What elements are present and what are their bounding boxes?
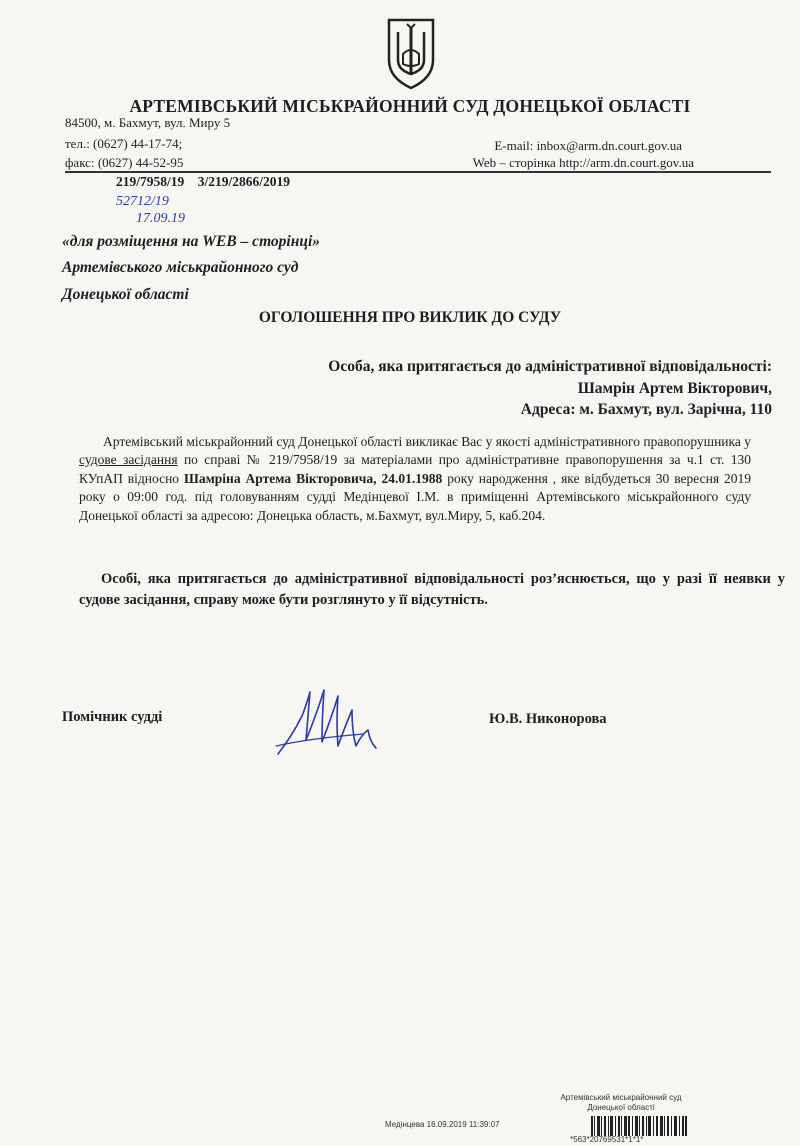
person-name: Шамрін Артем Вікторович,	[577, 380, 772, 397]
handwritten-note-date: 17.09.19	[136, 211, 185, 226]
person-label: Особа, яка притягається до адміністративної відповідальності:	[328, 358, 772, 375]
barcode-icon	[591, 1116, 687, 1136]
underlined-court-session: судове засідання	[79, 452, 178, 468]
signatory-name: Ю.В. Никонорова	[489, 711, 607, 727]
handwritten-registration-note	[112, 192, 232, 226]
notice-title: ОГОЛОШЕННЯ ПРО ВИКЛИК ДО СУДУ	[258, 309, 562, 326]
handwritten-note-number: 52712/19	[116, 194, 169, 209]
court-stamp	[557, 1093, 685, 1113]
absence-warning-paragraph: Особі, яка притягається до адміністративної відповідальності роз’яснюється, що у разі її неявки у судове засідання, справу може бути розглянуто у її відсутність.	[79, 571, 785, 608]
barcode-number: *563*20769531*1*1*	[570, 1135, 644, 1144]
court-address: 84500, м. Бахмут, вул. Миру 5	[65, 115, 231, 130]
summons-paragraph: Артемівський міськрайонний суд Донецької області викликає Вас у якості адміністративного правопорушника у судове засідання по справі № 219/7958/19 за матеріалами про адміністративне правопорушення за ч.1 ст. 130 КУпАП відносно Шамріна Артема Вікторовича, 24.01.1988 року народження , яке відбудеться 30 вересня 2019 року о 09:00 год. під головуванням судді Медінцевої І.М. в приміщенні Артемівського міськрайонного суду Донецької області за адресою: Донецька область, м.Бахмут, вул.Миру, 5, каб.204.	[79, 434, 751, 523]
court-phone: тел.: (0627) 44-17-74;	[65, 136, 183, 151]
defendant-name-dob: Шамріна Артема Вікторовича, 24.01.1988	[184, 470, 443, 486]
stamp-line-2: Донецької області	[587, 1103, 655, 1112]
handwritten-signature-icon	[272, 676, 392, 766]
court-email: E-mail: inbox@arm.dn.court.gov.ua	[494, 138, 682, 153]
stamp-line-1: Артемівський міськрайонний суд	[560, 1093, 682, 1102]
case-numbers: 219/7958/19 3/219/2866/2019	[116, 174, 291, 189]
court-website: Web – сторінка http://arm.dn.court.gov.ua	[472, 155, 694, 170]
trident-emblem-icon	[385, 16, 437, 90]
person-address: Адреса: м. Бахмут, вул. Зарічна, 110	[520, 401, 772, 418]
court-name: АРТЕМІВСЬКИЙ МІСЬКРАЙОННИЙ СУД ДОНЕЦЬКОЇ ОБЛАСТІ	[129, 96, 691, 116]
court-fax: факс: (0627) 44-52-95	[65, 155, 184, 170]
header-divider	[65, 171, 771, 173]
signatory-title: Помічник судді	[62, 709, 163, 725]
placement-line-1: «для розміщення на WEB – сторінці»	[62, 233, 321, 250]
registry-mark: Медінцева 16.09.2019 11:39:07	[385, 1120, 500, 1129]
placement-line-2: Артемівського міськрайонного суд	[62, 259, 299, 276]
placement-line-3: Донецької області	[62, 286, 189, 303]
